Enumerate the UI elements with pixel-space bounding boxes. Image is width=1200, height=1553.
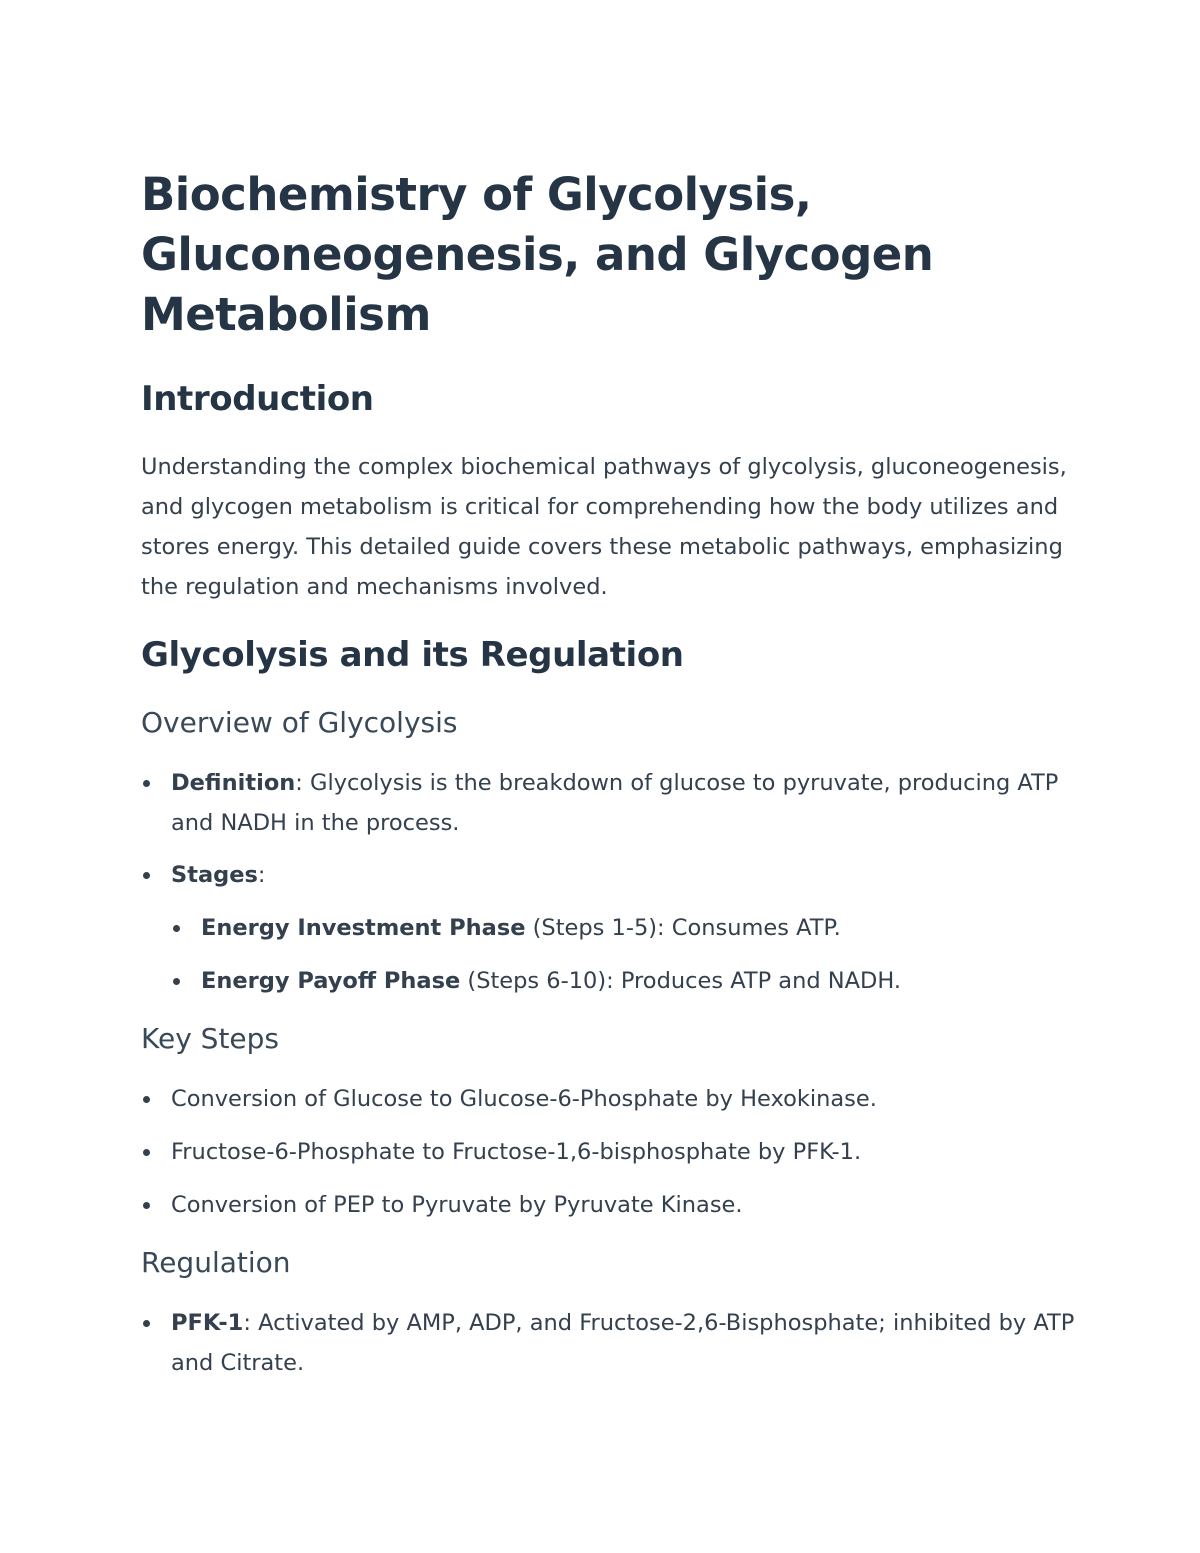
overview-list (141, 763, 1080, 1001)
key-step-item: Conversion of PEP to Pyruvate by Pyruvate Kinase. (141, 1185, 1080, 1225)
regulation-heading: Regulation (141, 1246, 291, 1279)
regulation-text: : Activated by AMP, ADP, and Fructose-2,6-Bisphosphate; inhibited by ATP and Citrate. (171, 1310, 1075, 1376)
stages-sublist (141, 908, 1080, 1001)
stages-sublist-wrapper (141, 908, 1080, 1001)
introduction-paragraph: Understanding the complex biochemical pathways of glycolysis, gluconeogenesis, and glycogen metabolism is critical for comprehending how the body utilizes and stores energy. This detailed guide covers these metabolic pathways, emphasizing the regulation and mechanisms involved. (141, 454, 1067, 600)
stage-text: (Steps 1-5): Consumes ATP. (525, 915, 841, 941)
document-title: Biochemistry of Glycolysis, Gluconeogenesis, and Glycogen Metabolism (141, 168, 934, 341)
definition-item (141, 763, 1080, 843)
regulation-term: PFK-1 (171, 1310, 244, 1336)
stages-text: : (257, 862, 266, 888)
definition-text: : Glycolysis is the breakdown of glucose to pyruvate, producing ATP and NADH in the process. (171, 770, 1059, 836)
definition-term: Definition (171, 770, 296, 796)
stage-text: (Steps 6-10): Produces ATP and NADH. (460, 968, 902, 994)
regulation-item (141, 1303, 1080, 1383)
glycolysis-heading: Glycolysis and its Regulation (141, 635, 684, 675)
stage-term: Energy Payoff Phase (201, 968, 461, 994)
key-steps-heading: Key Steps (141, 1022, 280, 1055)
stage-item (171, 908, 1080, 948)
key-step-item: Conversion of Glucose to Glucose-6-Phosphate by Hexokinase. (141, 1079, 1080, 1119)
stage-item (171, 961, 1080, 1001)
overview-heading: Overview of Glycolysis (141, 706, 458, 739)
regulation-list (141, 1303, 1080, 1383)
stages-term: Stages (171, 862, 258, 888)
key-step-item: Fructose-6-Phosphate to Fructose-1,6-bisphosphate by PFK-1. (141, 1132, 1080, 1172)
stages-item (141, 855, 1080, 895)
stage-term: Energy Investment Phase (201, 915, 526, 941)
introduction-heading: Introduction (141, 379, 374, 419)
key-steps-list (141, 1079, 1080, 1225)
